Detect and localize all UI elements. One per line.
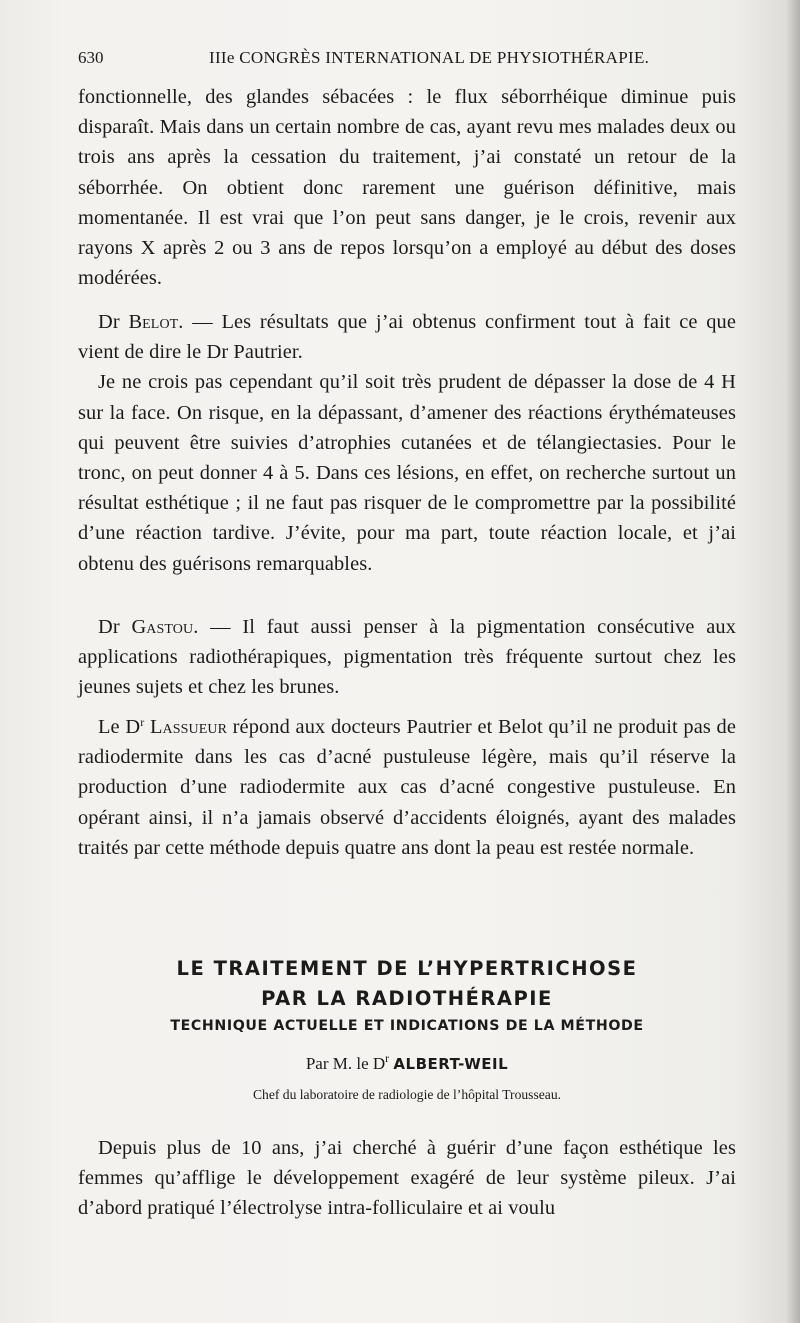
statement-text: — Les résultats que j’ai obtenus confirment tout à fait ce que vient de dire le Dr Pautrier. bbox=[78, 311, 736, 364]
byline bbox=[78, 1051, 736, 1074]
page-number: 630 bbox=[78, 48, 104, 67]
author-name: ALBERT-WEIL bbox=[393, 1055, 509, 1073]
page-edge-shadow bbox=[786, 0, 800, 1323]
speaker-name: Lassueur bbox=[149, 716, 228, 738]
running-header bbox=[78, 46, 738, 72]
paragraph-gastou bbox=[78, 612, 736, 703]
speaker-name: Gastou. bbox=[131, 616, 199, 638]
article-title-line-2: PAR LA RADIOTHÉRAPIE bbox=[261, 987, 553, 1010]
byline-prefix: Par M. le D bbox=[305, 1054, 386, 1073]
byline-superscript: r bbox=[385, 1051, 390, 1065]
speaker-title: Dr bbox=[98, 311, 120, 333]
statement-text: — Il faut aussi penser à la pigmentation consécutive aux applications radiothérapiques, pigmentation très fréquente surtout chez les jeunes sujets et chez les brunes. bbox=[78, 616, 736, 699]
paragraph-belot bbox=[78, 307, 736, 579]
belot-continuation: Je ne crois pas cependant qu’il soit très prudent de dépasser la dose de 4 H sur la face. On risque, en la dépassant, d’amener des réactions érythémateuses qui peuvent être suivies d’atrophies cutanées et de télangiectasies. Pour le tronc, on peut donner 4 à 5. Dans ces lésions, en effet, on recherche surtout un résultat esthétique ; il ne faut pas risquer de le compromettre par la possibilité d’une réaction tardive. J’évite, pour ma part, toute réaction locale, et j’ai obtenu des guérisons remarquables. bbox=[78, 371, 736, 575]
paragraph-lassueur bbox=[78, 707, 736, 863]
author-affiliation: Chef du laboratoire de radiologie de l’hôpital Trousseau. bbox=[252, 1087, 562, 1102]
gastou-statement bbox=[78, 612, 736, 703]
statement-text: répond aux docteurs Pautrier et Belot qu’il ne produit pas de radiodermite dans les cas d’acné pustuleuse légère, mais qu’il réserve la production d’une radiodermite aux cas d’acné congestive pustuleuse. En opérant ainsi, il n’a jamais observé d’accidents éloignés, ayant des malades traités par cette méthode depuis quatre ans dont la peau est restée normale. bbox=[78, 716, 736, 859]
lead-text: Le D bbox=[98, 716, 141, 738]
paragraph-seborrhea bbox=[78, 82, 736, 293]
title-superscript: r bbox=[140, 715, 145, 729]
speaker-name: Belot. bbox=[128, 311, 184, 333]
lassueur-statement bbox=[78, 707, 736, 863]
article-title-line-1: LE TRAITEMENT DE L’HYPERTRICHOSE bbox=[176, 957, 638, 980]
journal-title: IIIe CONGRÈS INTERNATIONAL DE PHYSIOTHÉRAPIE. bbox=[209, 48, 650, 67]
belot-statement bbox=[78, 307, 736, 367]
speaker-title: Dr bbox=[98, 616, 120, 638]
paragraph-article-intro bbox=[78, 1133, 736, 1224]
intro-text: Depuis plus de 10 ans, j’ai cherché à guérir d’une façon esthétique les femmes qu’afflige le développement exagéré de leur système pileux. J’ai d’abord pratiqué l’électrolyse intra-folliculaire et ai voulu bbox=[78, 1137, 736, 1220]
article-subtitle: TECHNIQUE ACTUELLE ET INDICATIONS DE LA MÉTHODE bbox=[170, 1018, 644, 1034]
paragraph-text: fonctionnelle, des glandes sébacées : le flux séborrhéique diminue puis disparaît. Mais dans un certain nombre de cas, ayant revu mes malades deux ou trois ans après la cessation du traitement, j’ai constaté un retour de la séborrhée. On obtient donc rarement une guérison définitive, mais momentanée. Il est vrai que l’on peut sans danger, je le crois, revenir aux rayons X après 2 ou 3 ans de repos lorsqu’on a employé au début des doses modérées. bbox=[78, 86, 736, 290]
